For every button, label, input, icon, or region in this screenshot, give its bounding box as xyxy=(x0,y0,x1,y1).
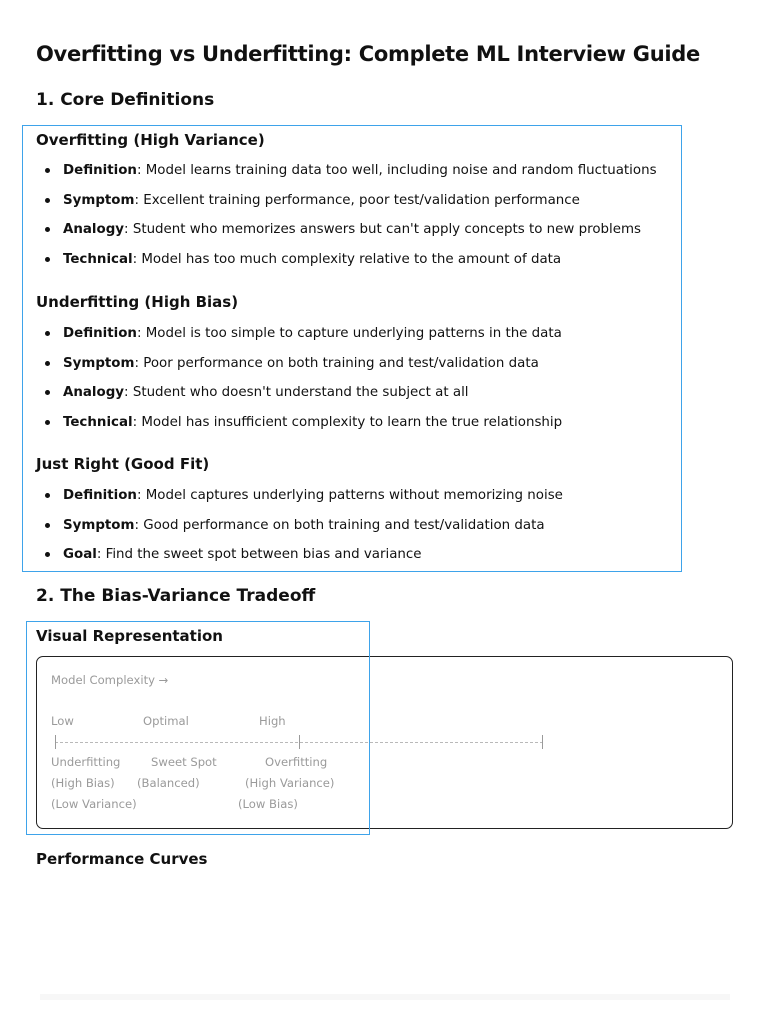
list-item xyxy=(36,325,562,355)
section-heading-core-definitions: 1. Core Definitions xyxy=(36,90,215,110)
label-low-bias: (Low Bias) xyxy=(238,797,298,811)
content-divider xyxy=(40,994,730,1000)
term-label: Symptom xyxy=(63,355,135,371)
term-label: Symptom xyxy=(63,517,135,533)
list-item xyxy=(36,251,657,281)
list-item xyxy=(36,487,563,517)
list-item xyxy=(36,162,657,192)
list-item xyxy=(36,192,657,222)
scale-label-low: Low xyxy=(51,714,74,728)
term-description: : Student who doesn't understand the subject at all xyxy=(124,385,469,400)
term-label: Symptom xyxy=(63,192,135,208)
term-label: Analogy xyxy=(63,385,125,400)
term-label: Definition xyxy=(63,163,137,178)
term-description: : Model captures underlying patterns without memorizing noise xyxy=(136,488,563,503)
term-description: : Model has too much complexity relative to the amount of data xyxy=(132,251,562,267)
selection-box-visual-representation xyxy=(26,621,370,835)
term-description: : Model has insufficient complexity to learn the true relationship xyxy=(132,414,563,430)
just-right-list xyxy=(36,487,563,576)
subheading-underfitting: Underfitting (High Bias) xyxy=(36,293,239,311)
term-label: Technical xyxy=(63,414,133,430)
term-description: : Student who memorizes answers but can't apply concepts to new problems xyxy=(124,222,641,237)
list-item xyxy=(36,355,562,385)
term-label: Definition xyxy=(63,326,137,341)
page-title: Overfitting vs Underfitting: Complete ML Interview Guide xyxy=(36,42,700,66)
label-high-bias: (High Bias) xyxy=(51,776,115,790)
label-low-variance: (Low Variance) xyxy=(51,797,137,811)
term-description: : Poor performance on both training and test/validation data xyxy=(134,355,539,371)
label-sweet-spot: Sweet Spot xyxy=(151,755,217,769)
subheading-visual-representation: Visual Representation xyxy=(36,627,223,645)
subheading-performance-curves: Performance Curves xyxy=(36,850,208,868)
scale-label-high: High xyxy=(259,714,286,728)
overfitting-list xyxy=(36,162,657,280)
underfitting-list xyxy=(36,325,562,443)
list-item xyxy=(36,517,563,547)
scale-label-optimal: Optimal xyxy=(143,714,189,728)
axis-tick xyxy=(542,735,543,749)
list-item xyxy=(36,384,562,414)
term-description: : Excellent training performance, poor test/validation performance xyxy=(134,192,580,208)
list-item xyxy=(36,414,562,444)
term-label: Technical xyxy=(63,251,133,267)
subheading-just-right: Just Right (Good Fit) xyxy=(36,455,210,473)
diagram-axis-title: Model Complexity → xyxy=(51,673,169,687)
term-label: Goal xyxy=(63,547,97,562)
subheading-overfitting: Overfitting (High Variance) xyxy=(36,131,265,149)
term-description: : Model is too simple to capture underlying patterns in the data xyxy=(136,326,562,341)
term-description: : Find the sweet spot between bias and variance xyxy=(96,547,422,562)
label-underfitting: Underfitting xyxy=(51,755,121,769)
list-item xyxy=(36,546,563,576)
term-label: Definition xyxy=(63,488,137,503)
label-overfitting: Overfitting xyxy=(265,755,328,769)
section-heading-bias-variance: 2. The Bias-Variance Tradeoff xyxy=(36,586,316,606)
list-item xyxy=(36,221,657,251)
label-high-variance: (High Variance) xyxy=(245,776,335,790)
term-description: : Good performance on both training and test/validation data xyxy=(134,517,545,533)
term-label: Analogy xyxy=(63,222,125,237)
term-description: : Model learns training data too well, including noise and random fluctuations xyxy=(136,163,657,178)
label-balanced: (Balanced) xyxy=(137,776,200,790)
